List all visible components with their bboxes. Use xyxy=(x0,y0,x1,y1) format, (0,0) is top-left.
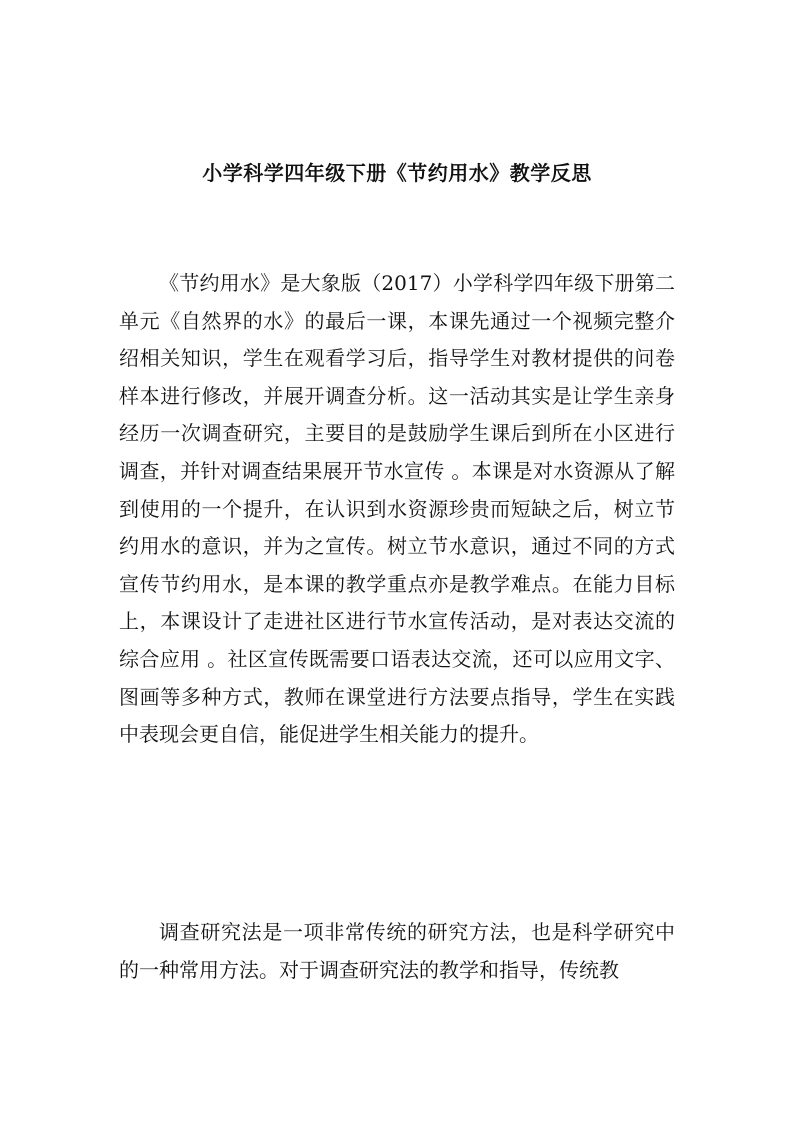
document-title: 小学科学四年级下册《节约用水》教学反思 xyxy=(202,161,592,185)
paragraph-2: 调查研究法是一项非常传统的研究方法，也是科学研究中的一种常用方法。对于调查研究法的教学和指导，传统教 xyxy=(119,920,675,982)
paragraph-1: 《节约用水》是大象版（2017）小学科学四年级下册第二单元《自然界的水》的最后一课，本课先通过一个视频完整介绍相关知识，学生在观看学习后，指导学生对教材提供的问卷样本进行修改，并展开调查分析。这一活动其实是让学生亲身经历一次调查研究，主要目的是鼓励学生课后到所在小区进行调查，并针对调查结果展开节水宣传 。本课是对水资源从了解到使用的一个提升，在认识到水资源珍贵而短缺之后，树立节约用水的意识，并为之宣传。树立节水意识，通过不同的方式宣传节约用水，是本课的教学重点亦是教学难点。在能力目标上，本课设计了走进社区进行节水宣传活动，是对表达交流的综合应用 。社区宣传既需要口语表达交流，还可以应用文字、图画等多种方式，教师在课堂进行方法要点指导，学生在实践中表现会更自信，能促进学生相关能力的提升。 xyxy=(119,271,675,747)
